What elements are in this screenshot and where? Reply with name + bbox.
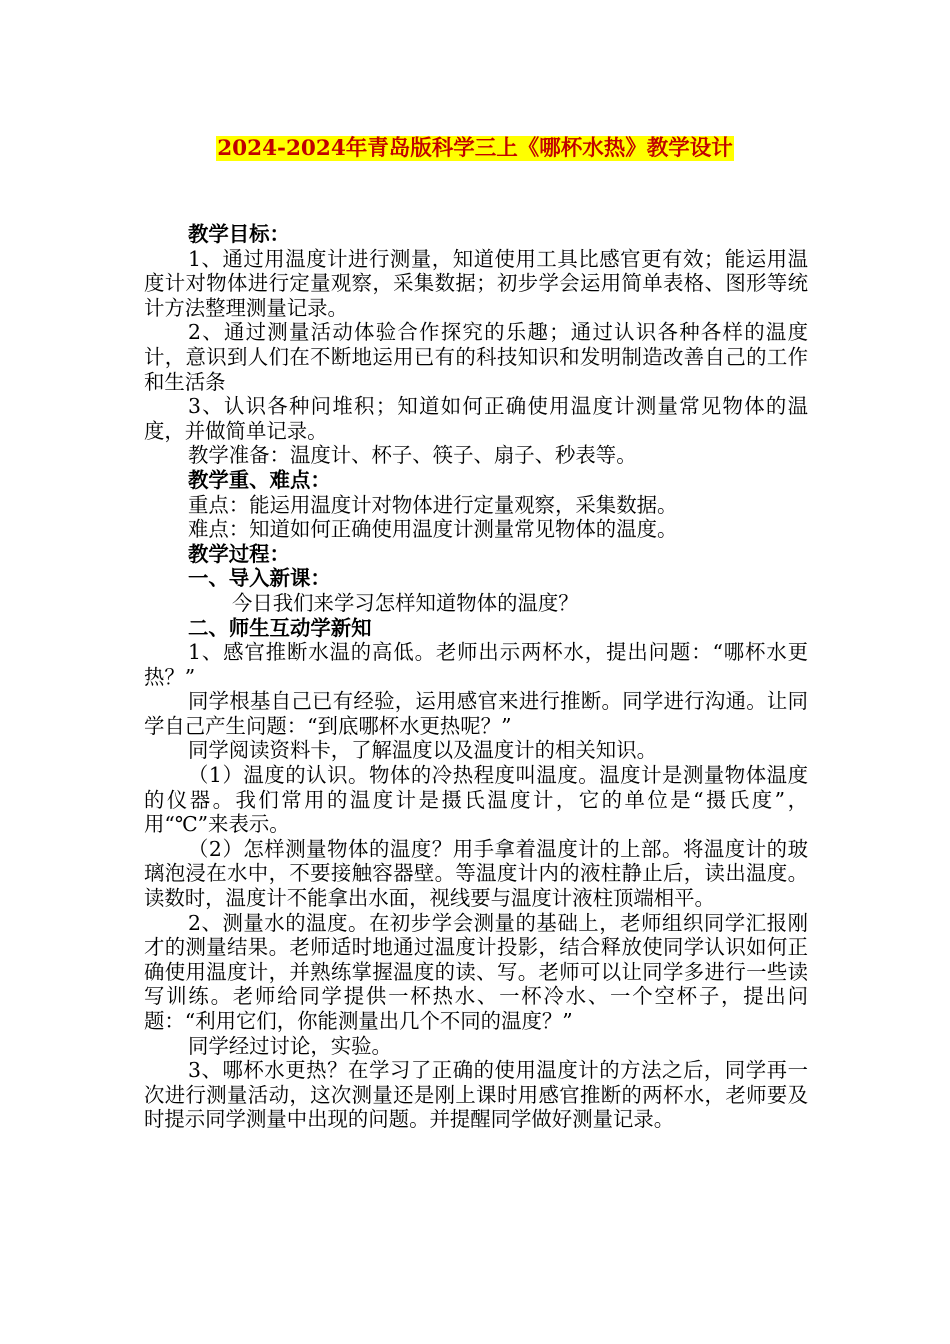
step-2-students: 同学经过讨论，实验。 bbox=[188, 1033, 392, 1058]
step-2: 2、测量水的温度。在初步学会测量的基础上，老师组织同学汇报刚才的测量结果。老师适时地通过温度计投影，结合释放使同学认识如何正确使用温度计，并熟练掌握温度的读、写。老师可以让同学多进行一些读写训练。老师给同学提供一杯热水、一杯冷水、一个空杯子，提出问题：“利用它们，你能测量出几个不同的温度？” bbox=[144, 910, 808, 1033]
objective-2: 2、通过测量活动体验合作探究的乐趣；通过认识各种各样的温度计，意识到人们在不断地运用已有的科技知识和发明制造改善自己的工作和生活条 bbox=[144, 320, 808, 394]
objectives-heading: 教学目标： bbox=[188, 222, 290, 246]
note-1: （1）温度的认识。物体的冷热程度叫温度。温度计是测量物体温度的仪器。我们常用的温度计是摄氏温度计，它的单位是“摄氏度”，用“℃”来表示。 bbox=[144, 763, 808, 837]
difficult-point: 难点：知道如何正确使用温度计测量常见物体的温度。 bbox=[188, 517, 678, 542]
document-body bbox=[144, 222, 808, 1132]
title-text: 2024-2024年青岛版科学三上《哪杯水热》教学设计 bbox=[217, 136, 733, 161]
objective-1: 1、通过用温度计进行测量，知道使用工具比感官更有效；能运用温度计对物体进行定量观察，采集数据；初步学会运用简单表格、图形等统计方法整理测量记录。 bbox=[144, 246, 808, 320]
step-1-students: 同学根基自己已有经验，运用感官来进行推断。同学进行沟通。让同学自己产生问题：“到底哪杯水更热呢？” bbox=[144, 689, 808, 738]
part1-text: 今日我们来学习怎样知道物体的温度？ bbox=[232, 590, 579, 615]
objective-3: 3、认识各种问堆积；知道如何正确使用温度计测量常见物体的温度，并做简单记录。 bbox=[144, 394, 808, 443]
key-heading: 教学重、难点： bbox=[188, 467, 331, 492]
preparation: 教学准备：温度计、杯子、筷子、扇子、秒表等。 bbox=[188, 443, 637, 468]
document-title bbox=[0, 134, 950, 164]
step-1-reading: 同学阅读资料卡，了解温度以及温度计的相关知识。 bbox=[188, 738, 657, 763]
process-heading: 教学过程： bbox=[188, 541, 290, 566]
key-point: 重点：能运用温度计对物体进行定量观察，采集数据。 bbox=[188, 492, 678, 517]
part1-heading: 一、导入新课： bbox=[188, 566, 331, 591]
part2-heading: 二、师生互动学新知 bbox=[188, 615, 372, 640]
step-3: 3、哪杯水更热？在学习了正确的使用温度计的方法之后，同学再一次进行测量活动，这次测量还是刚上课时用感官推断的两杯水，老师要及时提示同学测量中出现的问题。并提醒同学做好测量记录。 bbox=[144, 1058, 808, 1132]
step-1: 1、感官推断水温的高低。老师出示两杯水，提出问题：“哪杯水更热？” bbox=[144, 640, 808, 689]
note-2: （2）怎样测量物体的温度？用手拿着温度计的上部。将温度计的玻璃泡浸在水中，不要接触容器壁。等温度计内的液柱静止后，读出温度。读数时，温度计不能拿出水面，视线要与温度计液柱顶端相平。 bbox=[144, 836, 808, 911]
